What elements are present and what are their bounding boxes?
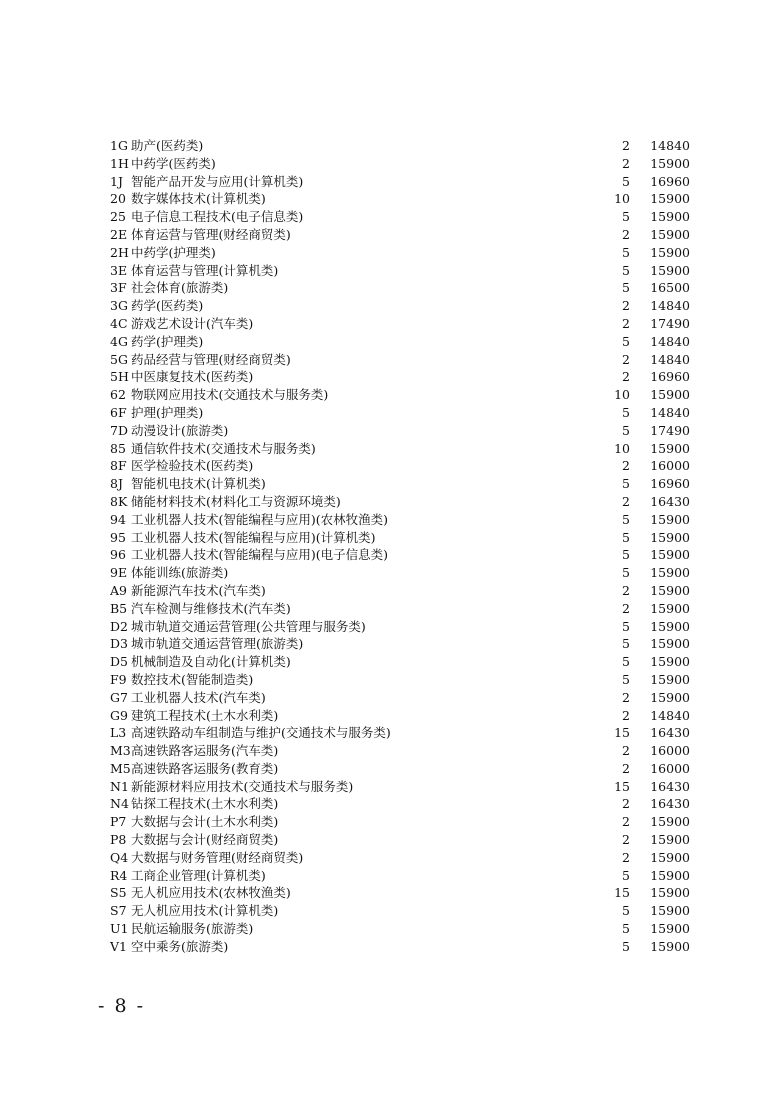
enrollment-count: 2 bbox=[622, 600, 630, 616]
program-code: G7 bbox=[110, 689, 128, 705]
table-row bbox=[110, 173, 700, 191]
tuition-fee: 16000 bbox=[650, 760, 690, 776]
table-row bbox=[110, 849, 700, 867]
program-code: M5 bbox=[110, 760, 131, 776]
tuition-fee: 16430 bbox=[650, 778, 690, 794]
program-code: 7D bbox=[110, 422, 128, 438]
tuition-fee: 15900 bbox=[650, 582, 690, 598]
program-code: Q4 bbox=[110, 849, 129, 865]
program-name: 城市轨道交通运营管理(公共管理与服务类) bbox=[131, 618, 366, 634]
tuition-fee: 15900 bbox=[650, 921, 690, 937]
program-code: 8J bbox=[110, 476, 123, 492]
program-code: 1H bbox=[110, 155, 129, 171]
program-name: 城市轨道交通运营管理(旅游类) bbox=[131, 636, 304, 652]
enrollment-count: 5 bbox=[622, 636, 630, 652]
table-row bbox=[110, 208, 700, 226]
enrollment-count: 5 bbox=[622, 280, 630, 296]
program-name: 无人机应用技术(计算机类) bbox=[131, 903, 279, 919]
program-name: 机械制造及自动化(计算机类) bbox=[131, 654, 291, 670]
enrollment-count: 2 bbox=[622, 315, 630, 331]
tuition-fee: 15900 bbox=[650, 867, 690, 883]
table-row bbox=[110, 902, 700, 920]
program-code: A9 bbox=[110, 582, 127, 598]
enrollment-count: 2 bbox=[622, 226, 630, 242]
enrollment-count: 2 bbox=[622, 351, 630, 367]
program-name: 游戏艺术设计(汽车类) bbox=[131, 315, 254, 331]
program-code: S7 bbox=[110, 903, 127, 919]
program-name: 体能训练(旅游类) bbox=[131, 565, 229, 581]
program-name: 体育运营与管理(计算机类) bbox=[131, 262, 279, 278]
tuition-fee: 15900 bbox=[650, 529, 690, 545]
program-code: S5 bbox=[110, 885, 127, 901]
enrollment-count: 2 bbox=[622, 493, 630, 509]
program-code: P7 bbox=[110, 814, 127, 830]
enrollment-count: 2 bbox=[622, 707, 630, 723]
enrollment-count: 5 bbox=[622, 867, 630, 883]
program-table bbox=[110, 137, 700, 956]
program-code: 4G bbox=[110, 333, 128, 349]
program-code: B5 bbox=[110, 600, 128, 616]
enrollment-count: 5 bbox=[622, 903, 630, 919]
table-row bbox=[110, 564, 700, 582]
program-name: 高速铁路客运服务(汽车类) bbox=[131, 743, 279, 759]
program-name: 工业机器人技术(智能编程与应用)(计算机类) bbox=[131, 529, 376, 545]
tuition-fee: 17490 bbox=[650, 315, 690, 331]
table-row bbox=[110, 440, 700, 458]
table-row bbox=[110, 244, 700, 262]
tuition-fee: 14840 bbox=[650, 707, 690, 723]
tuition-fee: 16430 bbox=[650, 796, 690, 812]
tuition-fee: 14840 bbox=[650, 298, 690, 314]
tuition-fee: 15900 bbox=[650, 226, 690, 242]
enrollment-count: 2 bbox=[622, 832, 630, 848]
program-code: 8K bbox=[110, 493, 128, 509]
enrollment-count: 10 bbox=[614, 387, 630, 403]
enrollment-count: 10 bbox=[614, 191, 630, 207]
program-code: N4 bbox=[110, 796, 129, 812]
program-code: 3F bbox=[110, 280, 127, 296]
enrollment-count: 2 bbox=[622, 582, 630, 598]
tuition-fee: 15900 bbox=[650, 814, 690, 830]
program-code: U1 bbox=[110, 921, 129, 937]
tuition-fee: 15900 bbox=[650, 903, 690, 919]
enrollment-count: 2 bbox=[622, 849, 630, 865]
tuition-fee: 15900 bbox=[650, 191, 690, 207]
program-name: 空中乘务(旅游类) bbox=[131, 938, 229, 954]
program-name: 数字媒体技术(计算机类) bbox=[131, 191, 266, 207]
program-name: 高速铁路动车组制造与维护(交通技术与服务类) bbox=[131, 725, 391, 741]
table-row bbox=[110, 493, 700, 511]
enrollment-count: 5 bbox=[622, 565, 630, 581]
enrollment-count: 5 bbox=[622, 209, 630, 225]
table-row bbox=[110, 226, 700, 244]
tuition-fee: 15900 bbox=[650, 387, 690, 403]
program-name: 民航运输服务(旅游类) bbox=[131, 921, 254, 937]
enrollment-count: 15 bbox=[614, 725, 630, 741]
enrollment-count: 5 bbox=[622, 938, 630, 954]
program-name: 高速铁路客运服务(教育类) bbox=[131, 760, 279, 776]
tuition-fee: 15900 bbox=[650, 600, 690, 616]
tuition-fee: 14840 bbox=[650, 333, 690, 349]
enrollment-count: 2 bbox=[622, 138, 630, 153]
program-code: 6F bbox=[110, 404, 127, 420]
tuition-fee: 14840 bbox=[650, 138, 690, 153]
enrollment-count: 2 bbox=[622, 814, 630, 830]
tuition-fee: 16430 bbox=[650, 725, 690, 741]
program-name: 通信软件技术(交通技术与服务类) bbox=[131, 440, 316, 456]
tuition-fee: 15900 bbox=[650, 636, 690, 652]
tuition-fee: 15900 bbox=[650, 938, 690, 954]
table-row bbox=[110, 867, 700, 885]
table-row bbox=[110, 760, 700, 778]
enrollment-count: 15 bbox=[614, 778, 630, 794]
table-row bbox=[110, 404, 700, 422]
program-code: 25 bbox=[110, 209, 126, 225]
program-code: N1 bbox=[110, 778, 129, 794]
program-code: M3 bbox=[110, 743, 131, 759]
program-code: 85 bbox=[110, 440, 126, 456]
program-name: 工业机器人技术(智能编程与应用)(农林牧渔类) bbox=[131, 511, 389, 527]
enrollment-count: 2 bbox=[622, 760, 630, 776]
table-row bbox=[110, 689, 700, 707]
tuition-fee: 15900 bbox=[650, 618, 690, 634]
tuition-fee: 16000 bbox=[650, 743, 690, 759]
table-row bbox=[110, 546, 700, 564]
program-name: 药品经营与管理(财经商贸类) bbox=[131, 351, 291, 367]
enrollment-count: 2 bbox=[622, 458, 630, 474]
program-name: 物联网应用技术(交通技术与服务类) bbox=[131, 387, 329, 403]
table-row bbox=[110, 368, 700, 386]
enrollment-count: 5 bbox=[622, 654, 630, 670]
table-row bbox=[110, 297, 700, 315]
enrollment-count: 15 bbox=[614, 885, 630, 901]
table-row bbox=[110, 635, 700, 653]
program-code: 4C bbox=[110, 315, 128, 331]
program-code: 5H bbox=[110, 369, 129, 385]
enrollment-count: 5 bbox=[622, 173, 630, 189]
program-code: 2E bbox=[110, 226, 128, 242]
table-row bbox=[110, 707, 700, 725]
table-row bbox=[110, 582, 700, 600]
program-code: 3G bbox=[110, 298, 128, 314]
table-row bbox=[110, 671, 700, 689]
enrollment-count: 2 bbox=[622, 298, 630, 314]
table-row bbox=[110, 262, 700, 280]
program-name: 助产(医药类) bbox=[131, 138, 204, 153]
tuition-fee: 16960 bbox=[650, 369, 690, 385]
table-row bbox=[110, 938, 700, 956]
enrollment-count: 5 bbox=[622, 529, 630, 545]
program-code: 95 bbox=[110, 529, 126, 545]
tuition-fee: 14840 bbox=[650, 404, 690, 420]
table-row bbox=[110, 795, 700, 813]
program-code: R4 bbox=[110, 867, 128, 883]
table-row bbox=[110, 742, 700, 760]
program-name: 中医康复技术(医药类) bbox=[131, 369, 254, 385]
tuition-fee: 16000 bbox=[650, 458, 690, 474]
tuition-fee: 15900 bbox=[650, 885, 690, 901]
program-name: 储能材料技术(材料化工与资源环境类) bbox=[131, 493, 341, 509]
table-row bbox=[110, 315, 700, 333]
table-row bbox=[110, 618, 700, 636]
enrollment-count: 5 bbox=[622, 333, 630, 349]
program-code: 94 bbox=[110, 511, 126, 527]
table-row bbox=[110, 813, 700, 831]
table-row bbox=[110, 333, 700, 351]
program-code: 62 bbox=[110, 387, 126, 403]
tuition-fee: 15900 bbox=[650, 209, 690, 225]
tuition-fee: 15900 bbox=[650, 849, 690, 865]
program-name: 体育运营与管理(财经商贸类) bbox=[131, 226, 291, 242]
program-code: F9 bbox=[110, 671, 127, 687]
program-name: 大数据与会计(财经商贸类) bbox=[131, 832, 279, 848]
program-code: P8 bbox=[110, 832, 127, 848]
table-row bbox=[110, 653, 700, 671]
program-name: 数控技术(智能制造类) bbox=[131, 671, 254, 687]
program-code: 9E bbox=[110, 565, 128, 581]
program-code: 96 bbox=[110, 547, 126, 563]
enrollment-count: 5 bbox=[622, 244, 630, 260]
program-name: 钻探工程技术(土木水利类) bbox=[131, 796, 279, 812]
enrollment-count: 2 bbox=[622, 689, 630, 705]
program-code: 3E bbox=[110, 262, 128, 278]
table-row bbox=[110, 920, 700, 938]
tuition-fee: 15900 bbox=[650, 671, 690, 687]
program-name: 中药学(护理类) bbox=[131, 244, 216, 260]
program-name: 中药学(医药类) bbox=[131, 155, 216, 171]
table-row bbox=[110, 511, 700, 529]
program-code: D2 bbox=[110, 618, 128, 634]
program-name: 电子信息工程技术(电子信息类) bbox=[131, 209, 304, 225]
tuition-fee: 14840 bbox=[650, 351, 690, 367]
tuition-fee: 15900 bbox=[650, 832, 690, 848]
tuition-fee: 16960 bbox=[650, 476, 690, 492]
table-row bbox=[110, 457, 700, 475]
enrollment-count: 2 bbox=[622, 369, 630, 385]
program-name: 护理(护理类) bbox=[131, 404, 204, 420]
program-code: V1 bbox=[110, 938, 127, 954]
tuition-fee: 15900 bbox=[650, 244, 690, 260]
program-name: 智能产品开发与应用(计算机类) bbox=[131, 173, 304, 189]
program-code: 8F bbox=[110, 458, 127, 474]
table-row bbox=[110, 190, 700, 208]
program-name: 动漫设计(旅游类) bbox=[131, 422, 229, 438]
tuition-fee: 16500 bbox=[650, 280, 690, 296]
program-code: 20 bbox=[110, 191, 126, 207]
tuition-fee: 15900 bbox=[650, 440, 690, 456]
program-name: 新能源材料应用技术(交通技术与服务类) bbox=[131, 778, 354, 794]
program-name: 建筑工程技术(土木水利类) bbox=[131, 707, 279, 723]
program-code: 5G bbox=[110, 351, 128, 367]
program-name: 新能源汽车技术(汽车类) bbox=[131, 582, 266, 598]
tuition-fee: 15900 bbox=[650, 511, 690, 527]
program-name: 智能机电技术(计算机类) bbox=[131, 476, 266, 492]
enrollment-count: 10 bbox=[614, 440, 630, 456]
enrollment-count: 2 bbox=[622, 743, 630, 759]
program-name: 大数据与会计(土木水利类) bbox=[131, 814, 279, 830]
table-row bbox=[110, 279, 700, 297]
program-code: 2H bbox=[110, 244, 129, 260]
table-row bbox=[110, 529, 700, 547]
enrollment-count: 5 bbox=[622, 671, 630, 687]
table-row bbox=[110, 778, 700, 796]
table-row bbox=[110, 600, 700, 618]
enrollment-count: 5 bbox=[622, 476, 630, 492]
table-row bbox=[110, 724, 700, 742]
program-code: D3 bbox=[110, 636, 128, 652]
table-row bbox=[110, 475, 700, 493]
page-number: - 8 - bbox=[98, 995, 146, 1017]
table-row bbox=[110, 422, 700, 440]
program-name: 社会体育(旅游类) bbox=[131, 280, 229, 296]
enrollment-count: 5 bbox=[622, 404, 630, 420]
program-name: 药学(医药类) bbox=[131, 298, 204, 314]
tuition-fee: 15900 bbox=[650, 654, 690, 670]
program-name: 汽车检测与维修技术(汽车类) bbox=[131, 600, 291, 616]
tuition-fee: 17490 bbox=[650, 422, 690, 438]
enrollment-count: 5 bbox=[622, 921, 630, 937]
enrollment-count: 5 bbox=[622, 422, 630, 438]
program-code: G9 bbox=[110, 707, 128, 723]
table-row bbox=[110, 155, 700, 173]
table-row bbox=[110, 831, 700, 849]
program-name: 无人机应用技术(农林牧渔类) bbox=[131, 885, 291, 901]
enrollment-count: 5 bbox=[622, 618, 630, 634]
program-code: 1J bbox=[110, 173, 123, 189]
enrollment-count: 2 bbox=[622, 155, 630, 171]
program-name: 工业机器人技术(汽车类) bbox=[131, 689, 266, 705]
table-row bbox=[110, 137, 700, 155]
program-name: 工商企业管理(计算机类) bbox=[131, 867, 266, 883]
enrollment-count: 5 bbox=[622, 547, 630, 563]
enrollment-count: 5 bbox=[622, 511, 630, 527]
program-name: 工业机器人技术(智能编程与应用)(电子信息类) bbox=[131, 547, 389, 563]
table-row bbox=[110, 386, 700, 404]
tuition-fee: 15900 bbox=[650, 689, 690, 705]
table-row bbox=[110, 884, 700, 902]
tuition-fee: 15900 bbox=[650, 155, 690, 171]
program-code: 1G bbox=[110, 138, 128, 153]
table-row bbox=[110, 351, 700, 369]
tuition-fee: 16960 bbox=[650, 173, 690, 189]
program-code: D5 bbox=[110, 654, 128, 670]
enrollment-count: 2 bbox=[622, 796, 630, 812]
tuition-fee: 15900 bbox=[650, 262, 690, 278]
program-name: 医学检验技术(医药类) bbox=[131, 458, 254, 474]
program-name: 药学(护理类) bbox=[131, 333, 204, 349]
tuition-fee: 15900 bbox=[650, 565, 690, 581]
program-code: L3 bbox=[110, 725, 127, 741]
tuition-fee: 15900 bbox=[650, 547, 690, 563]
enrollment-count: 5 bbox=[622, 262, 630, 278]
tuition-fee: 16430 bbox=[650, 493, 690, 509]
program-name: 大数据与财务管理(财经商贸类) bbox=[131, 849, 304, 865]
